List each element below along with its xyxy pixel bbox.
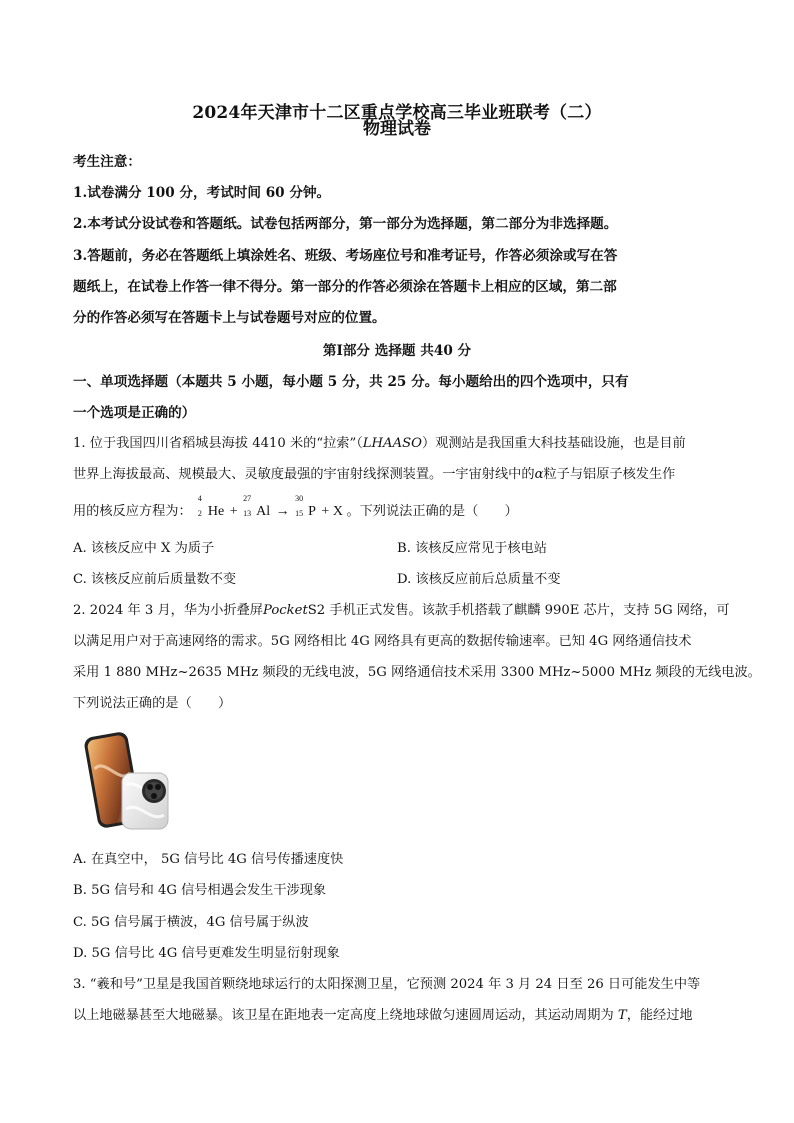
q1-text: 1. 位于我国四川省稻城县海拔 4410 米的“拉索”（ (73, 436, 363, 451)
he-symbol: He (207, 503, 225, 519)
q2-line-3: 采用 1 880 MHz~2635 MHz 频段的无线电波，5G 网络通信技术采用 3300 MHz~5000 MHz 频段的无线电波。 (73, 665, 761, 680)
q2-option-c[interactable]: C. 5G 信号属于横波，4G 信号属于纵波 (73, 915, 309, 930)
al-symbol: Al (256, 503, 271, 519)
arrow-symbol: → (275, 504, 290, 519)
nuclear-equation (196, 493, 347, 519)
phosphorus-nucleus (295, 493, 316, 520)
q2-option-b[interactable]: B. 5G 信号和 4G 信号相遇会发生干涉现象 (73, 883, 327, 898)
foldable-phone-image (78, 725, 178, 835)
q2-text: S2 手机正式发售。该款手机搭载了麒麟 990E 芯片，支持 5G 网络，可 (307, 603, 730, 618)
al-charge-number: 13 (243, 508, 252, 518)
q1-option-c[interactable]: C. 该核反应前后质量数不变 (73, 572, 237, 587)
q1-option-d[interactable]: D. 该核反应前后总质量不变 (397, 572, 561, 587)
section-heading: 一、单项选择题（本题共 5 小题，每小题 5 分，共 25 分。每小题给出的四个选项中，只有 (73, 374, 629, 390)
aluminum-nucleus (243, 493, 271, 520)
plus-x: + X (321, 504, 343, 519)
p-charge-number: 15 (295, 508, 304, 518)
q3-text: ，能经过地 (626, 1008, 693, 1023)
q2-option-a[interactable]: A. 在真空中， 5G 信号比 4G 信号传播速度快 (73, 852, 344, 867)
notice-item-2: 2.本考试分设试卷和答题纸。试卷包括两部分，第一部分为选择题，第二部分为非选择题。 (73, 216, 618, 232)
he-mass-number: 4 (197, 493, 202, 503)
q1-lhaaso: LHAASO (362, 436, 422, 451)
q2-line-4: 下列说法正确的是（ ） (73, 696, 232, 711)
al-mass-number: 27 (243, 493, 252, 503)
notice-item-3: 3.答题前，务必在答题纸上填涂姓名、班级、考场座位号和准考证号，作答必须涂或写在答 (73, 248, 618, 264)
p-mass-number: 30 (295, 493, 304, 503)
exam-title: 2024年天津市十二区重点学校高三毕业班联考（二） (192, 103, 602, 123)
q1-text: 用的核反应方程为： (73, 504, 192, 519)
helium-nucleus (197, 493, 225, 520)
q3-period-symbol: T (617, 1008, 627, 1023)
q1-text: 。下列说法正确的是（ ） (346, 504, 518, 519)
q1-line-1 (73, 432, 686, 451)
q1-option-a[interactable]: A. 该核反应中 X 为质子 (73, 541, 215, 556)
q1-option-b[interactable]: B. 该核反应常见于核电站 (397, 541, 547, 556)
q3-line-1: 3. “羲和号”卫星是我国首颗绕地球运行的太阳探测卫星，它预测 2024 年 3 月 24 日至 26 日可能发生中等 (73, 977, 701, 992)
q1-line-3 (73, 493, 518, 520)
notice-item-3-cont-2: 分的作答必须写在答题卡上与试卷题号对应的位置。 (73, 310, 386, 326)
part1-heading: 第Ⅰ部分 选择题 共40 分 (322, 343, 472, 359)
q1-text: 粒子与铝原子核发生作 (543, 467, 676, 482)
he-charge-number: 2 (197, 508, 202, 518)
p-symbol: P (308, 503, 316, 519)
q3-line-2 (73, 1004, 693, 1023)
q3-text: 以上地磁暴甚至大地磁暴。该卫星在距地表一定高度上绕地球做匀速圆周运动，其运动周期为 (73, 1008, 618, 1023)
notice-item-3-cont-1: 题纸上，在试卷上作答一律不得分。第一部分的作答必须涂在答题卡上相应的区域，第二部 (73, 279, 617, 295)
notice-item-1: 1.试卷满分 100 分，考试时间 60 分钟。 (73, 185, 331, 201)
exam-subject: 物理试卷 (363, 119, 431, 139)
q2-pocket: Pocket (263, 603, 308, 618)
q2-line-2: 以满足用户对于高速网络的需求。5G 网络相比 4G 网络具有更高的数据传输速率。已知 4G 网络通信技术 (73, 634, 692, 649)
section-heading-cont: 一个选项是正确的） (73, 405, 196, 421)
q1-alpha: α (534, 467, 544, 482)
q2-option-d[interactable]: D. 5G 信号比 4G 信号更难发生明显衍射现象 (73, 946, 340, 961)
q2-text: 2. 2024 年 3 月，华为小折叠屏 (73, 603, 263, 618)
q1-text: ）观测站是我国重大科技基础设施，也是目前 (421, 436, 686, 451)
q2-line-1 (73, 599, 730, 618)
q1-line-2 (73, 463, 675, 482)
q1-text: 世界上海拔最高、规模最大、灵敏度最强的宇宙射线探测装置。一宇宙射线中的 (73, 467, 535, 482)
notice-heading: 考生注意： (73, 154, 141, 170)
plus-sign: + (229, 504, 238, 519)
